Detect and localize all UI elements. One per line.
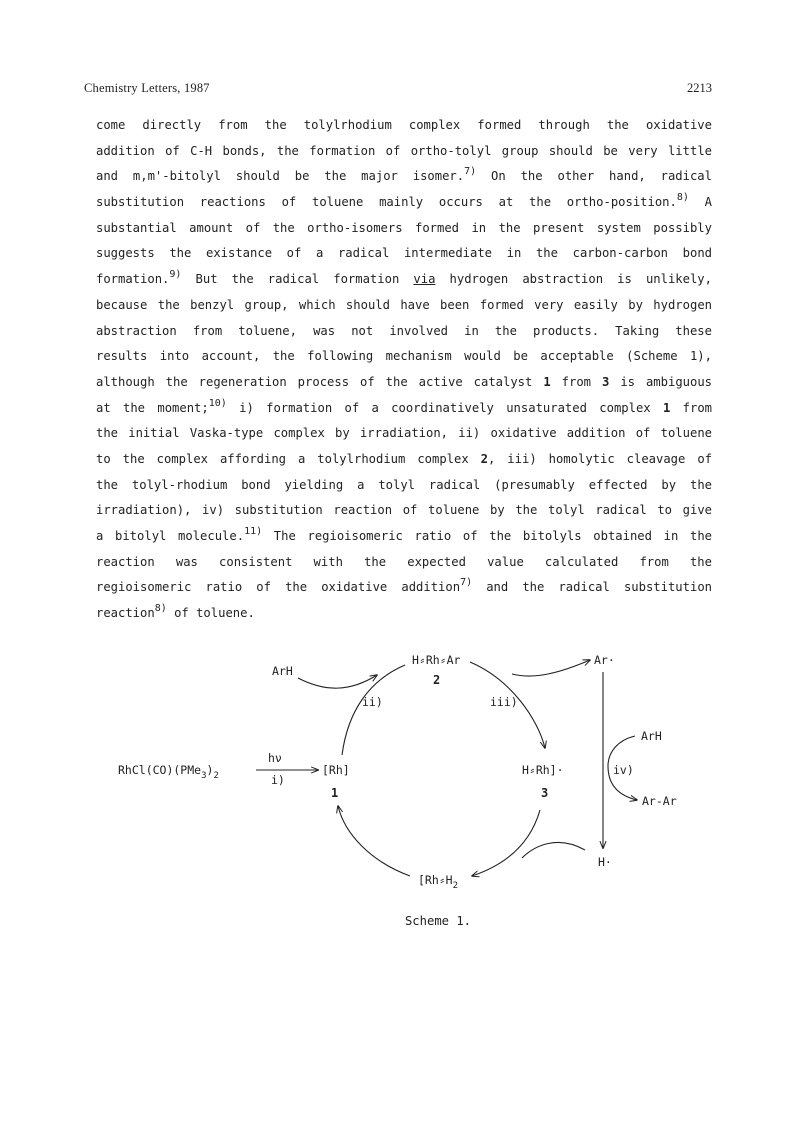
step-iii-label: iii) [490,695,518,709]
rhodium-hydride-radical-3: H⸗Rh]· [522,763,564,777]
rh-precursor-formula: $RhCl(CO)(PMe_3)_2$ [118,763,219,781]
text-line: suggests the existance of a radical intermediate in the carbon-carbon bond [96,246,712,261]
tolylrhodium-complex-2: H⸗Rh⸗Ar [412,653,461,667]
cycle-arc-oxidative-addition [342,665,405,755]
text-line: at the moment;$^{10)}$ i) formation of a coordinatively unsaturated complex 1 from [96,397,712,415]
text-line: substantial amount of the ortho-isomers formed in the present system possibly [96,220,712,235]
compound-number-2: 2 [433,673,441,687]
running-header-journal: Chemistry Letters, 1987 [84,81,210,95]
text-line: abstraction from toluene, was not involved in the products. Taking these [96,323,712,338]
compound-number-1: 1 [331,786,339,800]
text-line: results into account, the following mechanism would be acceptable (Scheme 1), [96,349,712,364]
aryl-radical: Ar· [594,653,615,667]
body-paragraph [96,113,712,627]
compound-number: 3 [602,374,610,389]
hydrogen-radical: H· [598,855,612,869]
step-i-label: i) [271,773,285,787]
page-number: 2213 [687,81,712,95]
rhodium-dihydride: [$Rh⸗H_2$ [418,873,459,891]
scheme-caption: Scheme 1. [404,914,472,928]
text-line: formation.$^{9)}$ But the radical formation via hydrogen abstraction is unlikely, [96,269,712,287]
text-line: and m,m'-bitolyl should be the major isomer.$^{7)}$ On the other hand, radical [96,166,712,184]
italic-via: via [413,272,436,287]
reference-marker: 8) [154,603,167,615]
text-line: addition of C-H bonds, the formation of ortho-tolyl group should be very little [96,143,712,158]
text-line: reaction$^{8)}$ of toluene. [96,603,255,621]
step-iv-label: iv) [613,763,634,777]
scheme-1-catalytic-cycle [0,640,793,890]
aryl-radical-release-arrow [512,660,590,676]
compound-number: 1 [543,374,551,389]
cycle-arc-regeneration [338,806,410,876]
arh-reagent-left: ArH [272,664,293,678]
text-line: the initial Vaska-type complex by irradiation, ii) oxidative addition of toluene [96,426,712,441]
reference-marker: 7) [464,166,477,178]
reference-marker: 9) [169,269,182,281]
text-line: a bitolyl molecule.$^{11)}$ The regioisomeric ratio of the bitolyls obtained in the [96,526,712,543]
cycle-arc-hydrogen-capture [472,810,540,876]
step-ii-label: ii) [362,695,383,709]
hydrogen-radical-arrow [522,842,585,858]
bitolyl-product: Ar-Ar [642,794,677,808]
compound-number: 2 [480,451,488,466]
hv-label: hν [268,751,282,765]
text-line: irradiation), iv) substitution reaction of toluene by the tolyl radical to give [96,503,712,518]
text-line: reaction was consistent with the expected value calculated from the [96,554,712,569]
text-line: regioisomeric ratio of the oxidative addition$^{7)}$ and the radical substitution [96,577,712,595]
text-line: because the benzyl group, which should have been formed very easily by hydrogen [96,297,712,312]
reference-marker: 10) [208,397,227,409]
compound-number: 1 [662,400,671,415]
arh-reagent-right: ArH [641,729,662,743]
reference-marker: 7) [460,577,473,589]
text-line: although the regeneration process of the active catalyst 1 from 3 is ambiguous [96,374,713,389]
rh-complex-1: [Rh] [322,763,350,777]
text-line: substitution reactions of toluene mainly occurs at the ortho-position.$^{8)}$ A [96,192,713,210]
reference-marker: 11) [244,526,263,537]
arh-addition-arrow [298,675,377,688]
text-line: the tolyl-rhodium bond yielding a tolyl radical (presumably effected by the [96,477,712,492]
reference-marker: 8) [676,192,689,204]
text-line: to the complex affording a tolylrhodium complex 2, iii) homolytic cleavage of [96,451,712,466]
compound-number-3: 3 [541,786,549,800]
text-line: come directly from the tolylrhodium complex formed through the oxidative [96,118,712,132]
